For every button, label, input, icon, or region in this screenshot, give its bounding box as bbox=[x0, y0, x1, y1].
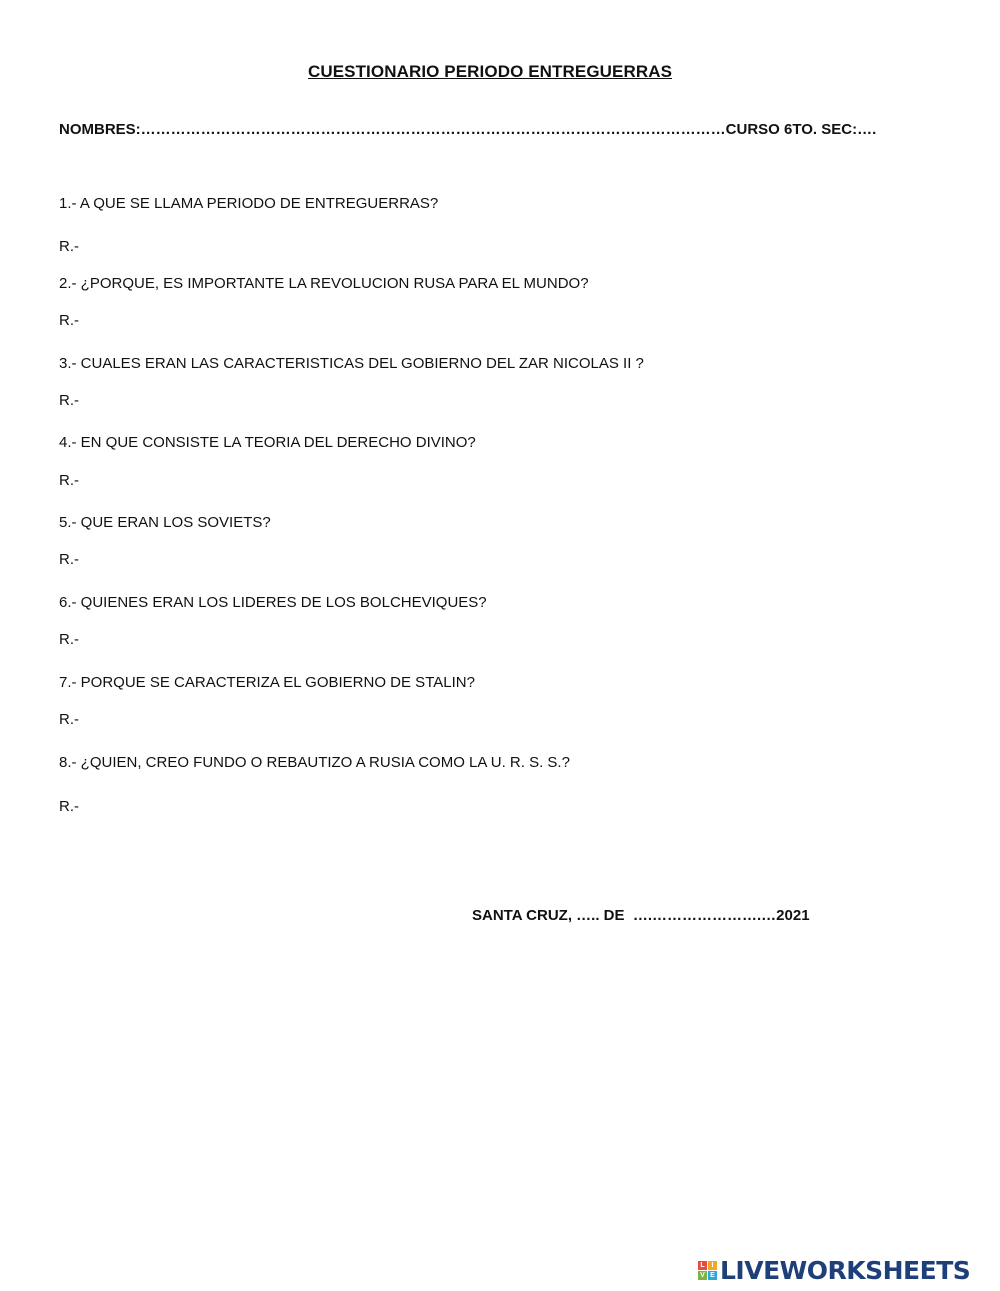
question-1: 1.- A QUE SE LLAMA PERIODO DE ENTREGUERRAS? bbox=[59, 195, 439, 212]
answer-1: R.- bbox=[59, 238, 79, 255]
logo-blocks-icon bbox=[698, 1261, 717, 1280]
logo-block-i: I bbox=[708, 1261, 717, 1270]
question-6: 6.- QUIENES ERAN LOS LIDERES DE LOS BOLCHEVIQUES? bbox=[59, 594, 487, 611]
answer-6: R.- bbox=[59, 631, 79, 648]
answer-5: R.- bbox=[59, 551, 79, 568]
answer-3: R.- bbox=[59, 392, 79, 409]
worksheet-title: CUESTIONARIO PERIODO ENTREGUERRAS bbox=[307, 62, 673, 81]
answer-4: R.- bbox=[59, 472, 79, 489]
logo-block-l: L bbox=[698, 1261, 707, 1270]
logo-text: LIVEWORKSHEETS bbox=[720, 1255, 971, 1285]
question-7: 7.- PORQUE SE CARACTERIZA EL GOBIERNO DE STALIN? bbox=[59, 674, 475, 691]
question-5: 5.- QUE ERAN LOS SOVIETS? bbox=[59, 514, 271, 531]
answer-2: R.- bbox=[59, 312, 79, 329]
date-signature-line: SANTA CRUZ, ….. DE ….………………….…2021 bbox=[472, 907, 810, 924]
question-4: 4.- EN QUE CONSISTE LA TEORIA DEL DERECHO DIVINO? bbox=[59, 434, 476, 451]
question-2: 2.- ¿PORQUE, ES IMPORTANTE LA REVOLUCION RUSA PARA EL MUNDO? bbox=[59, 275, 589, 292]
question-8: 8.- ¿QUIEN, CREO FUNDO O REBAUTIZO A RUSIA COMO LA U. R. S. S.? bbox=[59, 754, 570, 771]
logo-block-v: V bbox=[698, 1271, 707, 1280]
logo-block-e: E bbox=[708, 1271, 717, 1280]
liveworksheets-logo bbox=[698, 1255, 970, 1285]
names-course-line: NOMBRES:………………………………………………………………………………………………………CURSO 6TO. SEC:…. bbox=[59, 121, 877, 138]
question-3: 3.- CUALES ERAN LAS CARACTERISTICAS DEL GOBIERNO DEL ZAR NICOLAS II ? bbox=[59, 355, 644, 372]
answer-8: R.- bbox=[59, 798, 79, 815]
answer-7: R.- bbox=[59, 711, 79, 728]
